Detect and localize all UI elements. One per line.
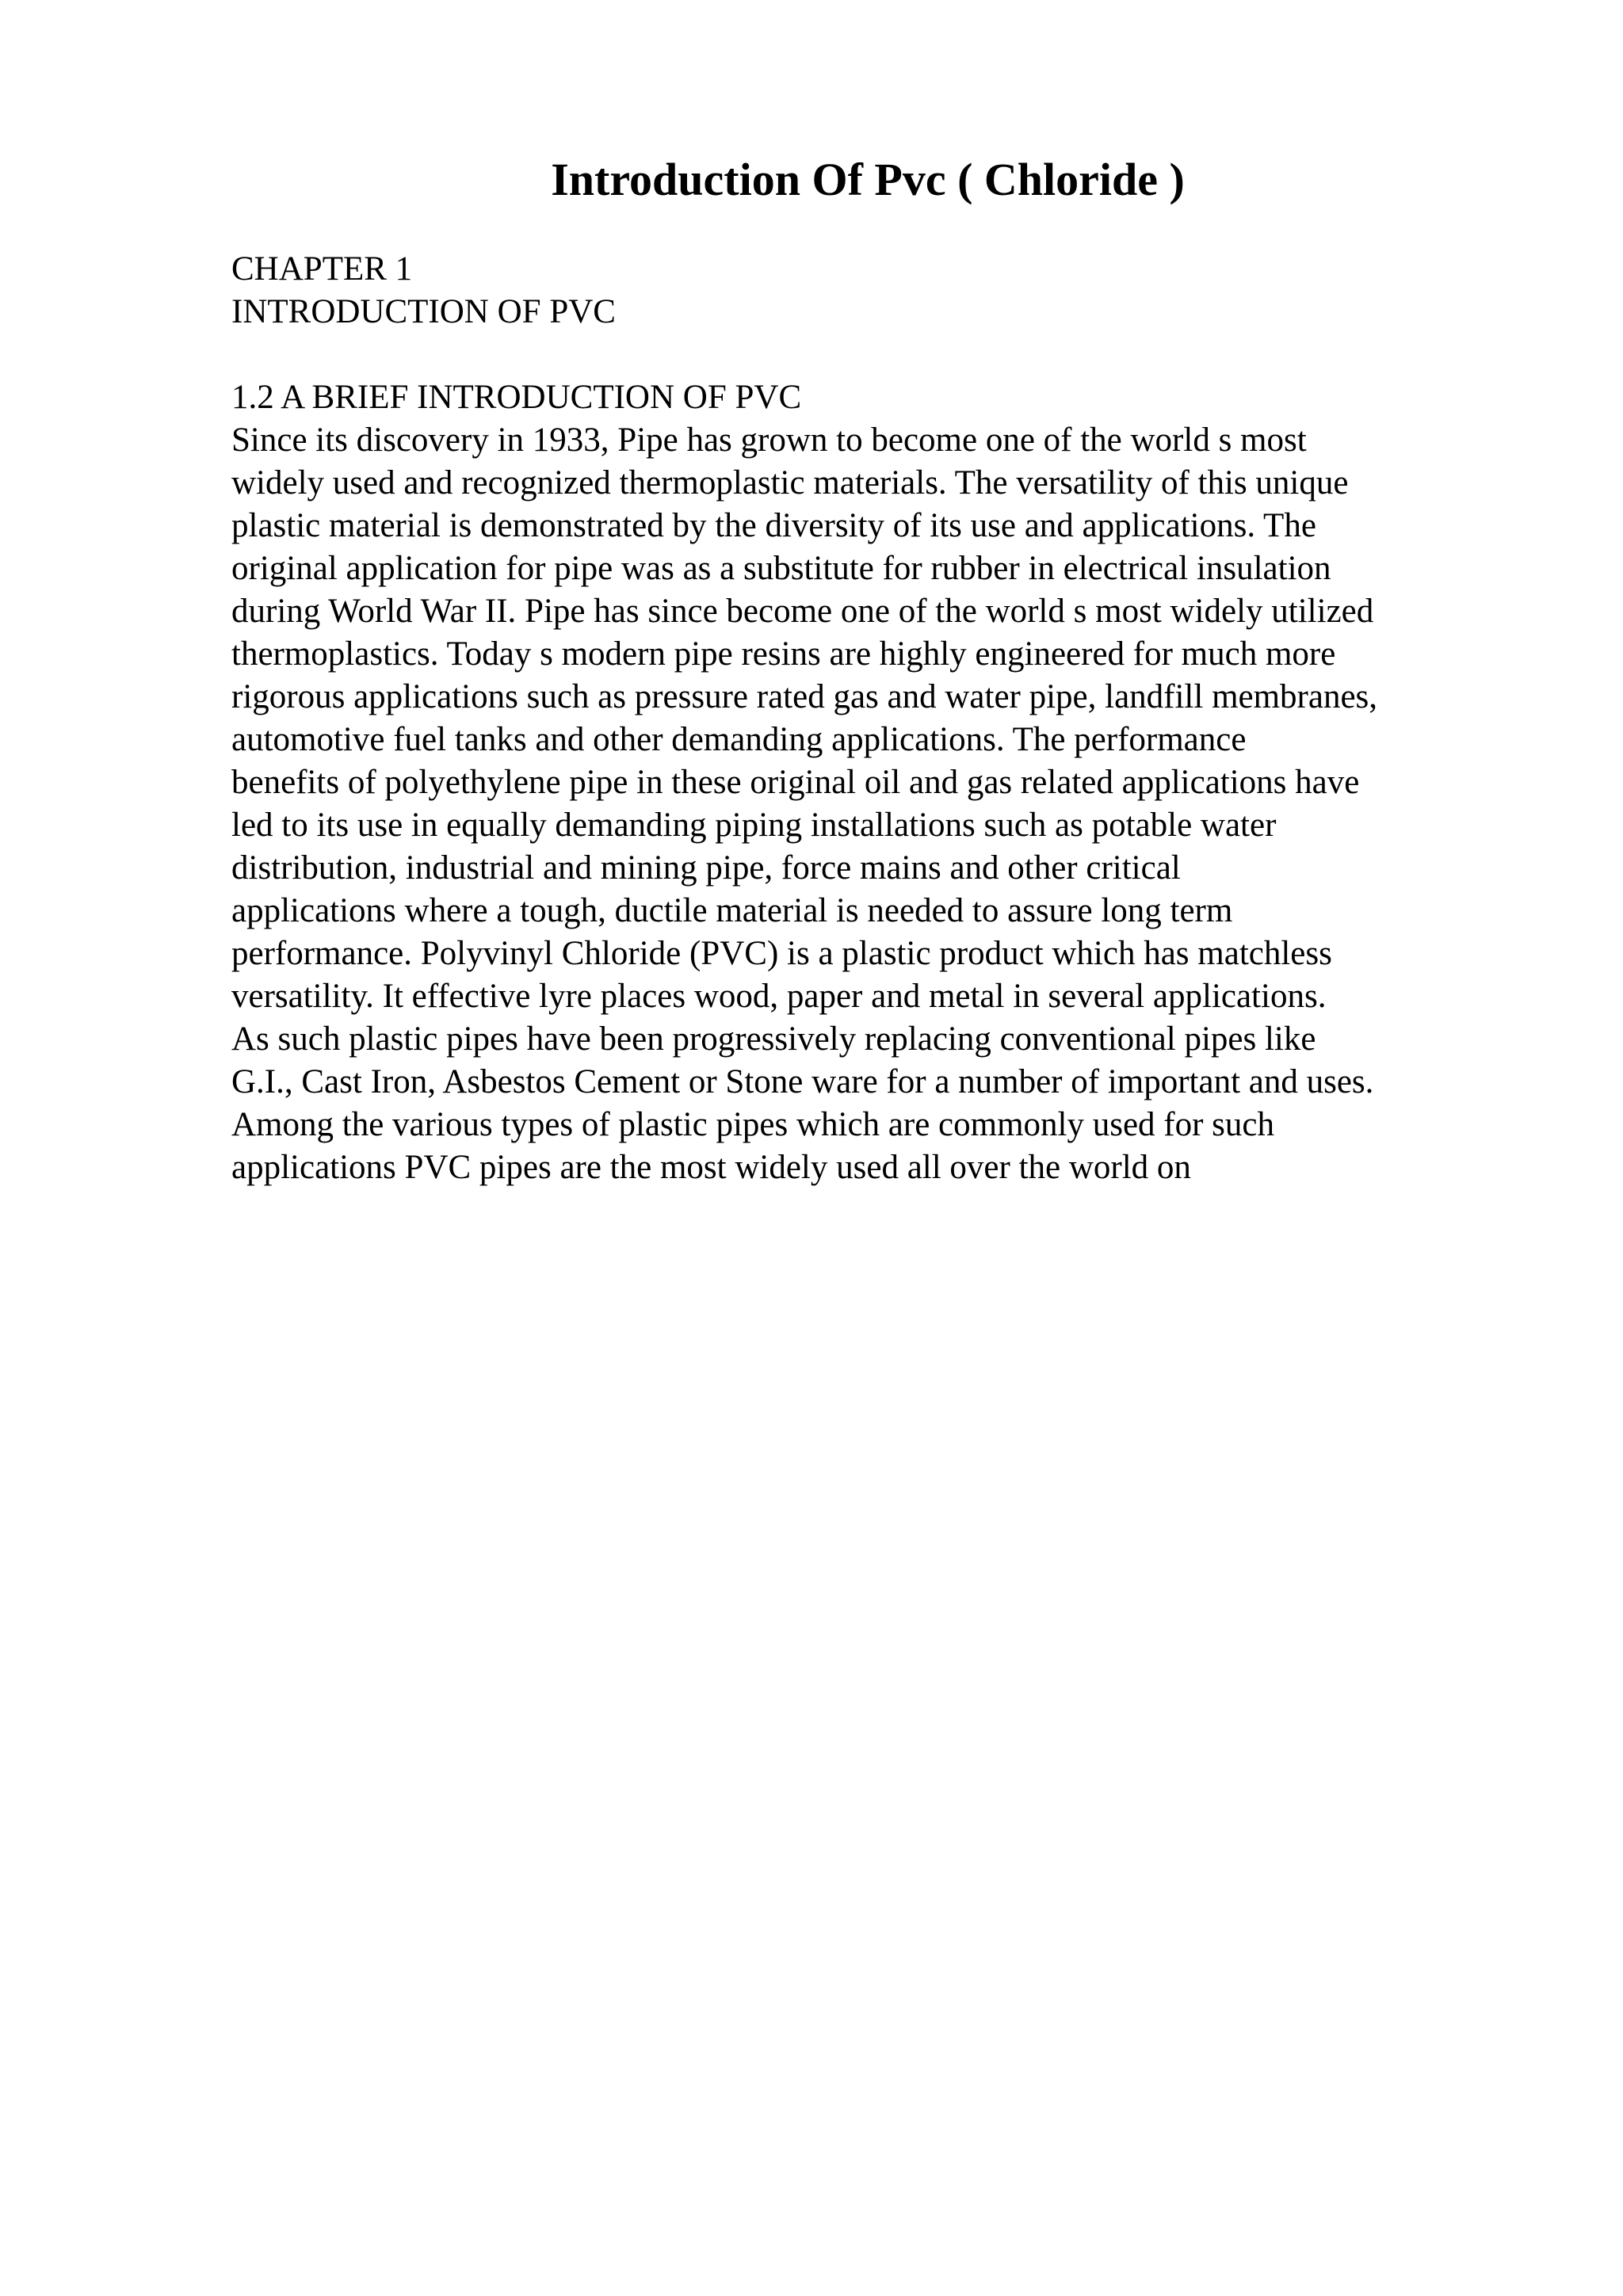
paragraph-line: performance. Polyvinyl Chloride (PVC) is a plastic product which has matchless [231, 935, 1332, 972]
paragraph-line: applications where a tough, ductile material is needed to assure long term [231, 892, 1233, 929]
paragraph-line: plastic material is demonstrated by the diversity of its use and applications. The [231, 507, 1316, 544]
paragraph-line: widely used and recognized thermoplastic materials. The versatility of this unique [231, 464, 1349, 502]
chapter-heading [231, 248, 1499, 334]
paragraph-line: during World War II. Pipe has since become one of the world s most widely utilized [231, 593, 1374, 630]
paragraph-line: Among the various types of plastic pipes which are commonly used for such [231, 1106, 1274, 1143]
chapter-number: CHAPTER 1 [231, 250, 413, 288]
paragraph-line: versatility. It effective lyre places wood, paper and metal in several applications. [231, 978, 1327, 1015]
paragraph-line: benefits of polyethylene pipe in these original oil and gas related applications have [231, 764, 1360, 801]
chapter-title: INTRODUCTION OF PVC [231, 293, 616, 330]
paragraph-line: automotive fuel tanks and other demanding applications. The performance [231, 721, 1247, 758]
paragraph-line: thermoplastics. Today s modern pipe resins are highly engineered for much more [231, 635, 1336, 673]
paragraph-line: As such plastic pipes have been progressively replacing conventional pipes like [231, 1020, 1316, 1058]
section-heading: 1.2 A BRIEF INTRODUCTION OF PVC [231, 379, 802, 416]
paragraph-line: led to its use in equally demanding piping installations such as potable water [231, 807, 1277, 844]
paragraph-line: rigorous applications such as pressure rated gas and water pipe, landfill membranes, [231, 678, 1378, 715]
paragraph-line: Since its discovery in 1933, Pipe has grown to become one of the world s most [231, 421, 1307, 459]
paragraph-line: original application for pipe was as a substitute for rubber in electrical insulation [231, 550, 1331, 587]
section-content [231, 376, 1499, 1189]
paragraph-line: applications PVC pipes are the most widely used all over the world on [231, 1149, 1191, 1186]
paragraph-line: G.I., Cast Iron, Asbestos Cement or Stone ware for a number of important and uses. [231, 1063, 1374, 1100]
document-title: Introduction Of Pvc ( Chloride ) [551, 154, 1185, 205]
paragraph-line: distribution, industrial and mining pipe, force mains and other critical [231, 849, 1181, 887]
